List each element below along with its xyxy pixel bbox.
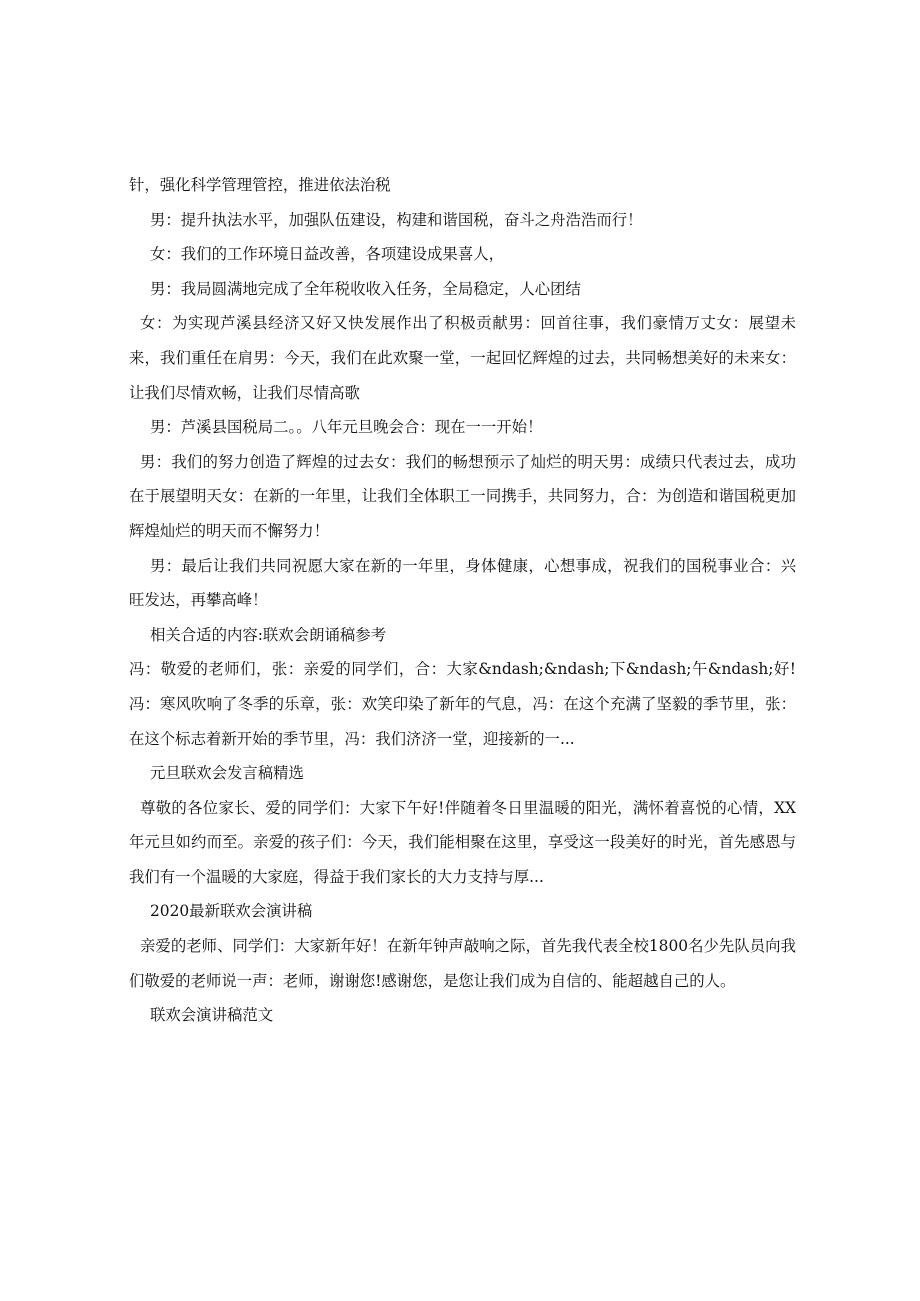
paragraph-2: 男：提升执法水平，加强队伍建设，构建和谐国税，奋斗之舟浩浩而行！ <box>150 210 643 229</box>
paragraph-3: 女：我们的工作环境日益改善，各项建设成果喜人， <box>150 245 504 264</box>
paragraph-1: 针，强化科学管理管控，推进依法治税 <box>129 176 391 194</box>
paragraph-14: 亲爱的老师、同学们：大家新年好！在新年钟声敲响之际，首先我代表全校1800名少先队员向我们敬爱的老师说一声：老师，谢谢您!感谢您，是您让我们成为自信的、能超越自己的人。 <box>129 937 796 990</box>
paragraph-12: 尊敬的各位家长、爱的同学们：大家下午好!伴随着冬日里温暖的阳光，满怀着喜悦的心情，XX年元旦如约而至。亲爱的孩子们：今天，我们能相聚在这里，享受这一段美好的时光，首先感恩与我们有一个温暖的大家庭，得益于我们家长的大力支持与厚... <box>129 798 796 886</box>
paragraph-6: 男：芦溪县国税局二。。八年元旦晚会合：现在一一开始！ <box>150 418 543 437</box>
paragraph-8: 男：最后让我们共同祝愿大家在新的一年里，身体健康，心想事成，祝我们的国税事业合：兴旺发达，再攀高峰！ <box>129 556 796 610</box>
paragraph-7: 男：我们的努力创造了辉煌的过去女：我们的畅想预示了灿烂的明天男：成绩只代表过去，成功在于展望明天女：在新的一年里，让我们全体职工一同携手，共同努力，合：为创造和谐国税更加辉煌灿烂的明天而不懈努力！ <box>129 452 796 540</box>
related-content-heading: 相关合适的内容:联欢会朗诵稿参考 <box>150 625 387 644</box>
section-heading-speech-sample: 联欢会演讲稿范文 <box>150 1006 274 1025</box>
paragraph-5: 女：为实现芦溪县经济又好又快发展作出了积极贡献男：回首往事，我们豪情万丈女：展望未来，我们重任在肩男：今天，我们在此欢聚一堂，一起回忆辉煌的过去，共同畅想美好的未来女：让我们尽情欢畅，让我们尽情高歌 <box>129 314 796 402</box>
section-heading-new-year-speech: 元旦联欢会发言稿精选 <box>150 764 304 783</box>
paragraph-4: 男：我局圆满地完成了全年税收收入任务，全局稳定，人心团结 <box>150 279 581 298</box>
section-heading-2020-speech: 2020最新联欢会演讲稿 <box>150 902 313 921</box>
paragraph-10: 冯：敬爱的老师们，张：亲爱的同学们，合：大家&ndash;&ndash;下&ndash;午&ndash;好!冯：寒风吹响了冬季的乐章，张：欢笑印染了新年的气息，冯：在这个充满了坚毅的季节里，张：在这个标志着新开始的季节里，冯：我们济济一堂，迎接新的一... <box>129 660 796 748</box>
